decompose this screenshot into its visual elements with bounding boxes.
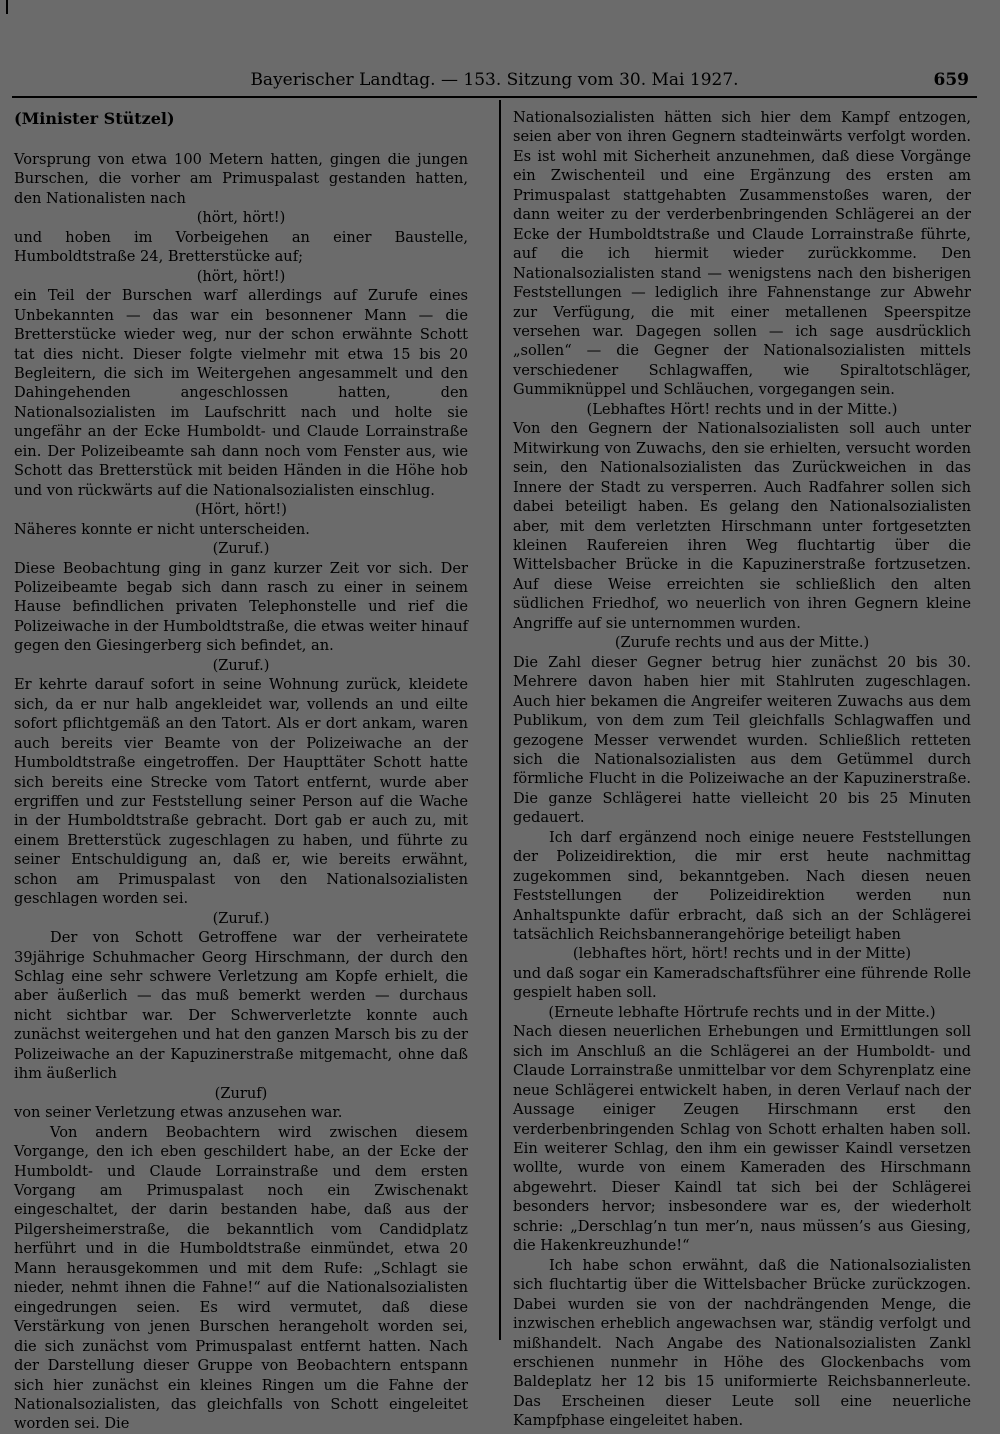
interjection: (Hört, hört!) [195,501,287,519]
paragraph: Näheres konnte er nicht unterscheiden. [14,520,310,538]
interjection: (Lebhaftes Hört! rechts und in der Mitte.) [586,400,898,418]
paragraph: Die Zahl dieser Gegner betrug hier zunächst 20 bis 30. Mehrere davon haben hier mit Stahlruten zugeschlagen. Auch hier bekamen die Angreifer weiteren Zuwachs aus dem Publikum, von dem zum Teil gleichfalls Schlagwaffen und gezogene Messer verwendet wurden. Schließlich retteten sich die Nationalsozialisten aus dem Getümmel durch förmliche Flucht in die Polizeiwache an der Kapuzinerstraße. Die ganze Schlägerei hatte vielleicht 20 bis 25 Minuten gedauert. [513,653,971,827]
interjection: (lebhaftes hört, hört! rechts und in der Mitte) [572,945,912,963]
interjection: (Zurufe rechts und aus der Mitte.) [614,634,870,652]
running-title: Bayerischer Landtag. — 153. Sitzung vom 30. Mai 1927. [250,70,739,90]
paragraph: und daß sogar ein Kameradschaftsführer eine führende Rolle gespielt haben soll. [513,964,971,1002]
paragraph: Von andern Beobachtern wird zwischen diesem Vorgange, den ich eben geschildert habe, an der Ecke der Humboldt- und Claude Lorrainstraße und dem ersten Vorgang am Primuspalast noch ein Zwischenakt eingeschaltet, der darin bestanden habe, daß aus der Pilgersheimerstraße, die bekanntlich vom Candidplatz herführt und in die Humboldtstraße einmündet, etwa 20 Mann herausgekommen und mit dem Rufe: „Schlagt sie nieder, nehmt ihnen die Fahne!“ auf die Nationalsozialisten eingedrungen seien. Es wird vermutet, daß diese Verstärkung von jenen Burschen herangeholt worden sei, die sich zunächst vom Primuspalast entfernt hatten. Nach der Darstellung dieser Gruppe von Beobachtern entspann sich hier zunächst ein kleines Ringen um die Fahne der Nationalsozialisten, das gleichfalls von Schott eingeleitet worden sei. Die [14,1123,468,1433]
right-column [513,108,971,1431]
interjection: (Erneute lebhafte Hörtrufe rechts und in der Mitte.) [548,1003,936,1021]
interjection: (Zuruf) [214,1084,268,1102]
paragraph: und hoben im Vorbeigehen an einer Baustelle, Humboldtstraße 24, Bretterstücke auf; [14,228,468,266]
section-heading: (Minister Stützel) [14,109,175,128]
paragraph: Er kehrte darauf sofort in seine Wohnung zurück, kleidete sich, da er nur halb angekleidet war, vollends an und eilte sofort pflichtgemäß an den Tatort. Als er dort ankam, waren auch bereits vier Beamte von der Polizeiwache an der Humboldtstraße eingetroffen. Der Haupttäter Schott hatte sich bereits eine Strecke vom Tatort entfernt, wurde aber ergriffen und zur Feststellung seiner Person auf die Wache in der Humboldtstraße gebracht. Dort gab er auch zu, mit einem Bretterstück zugeschlagen zu haben, und führte zu seiner Entschuldigung an, daß er, wie bereits erwähnt, schon am Primuspalast von den Nationalsozialisten geschlagen worden sei. [14,676,468,908]
interjection: (hört, hört!) [196,209,286,227]
page-number: 659 [933,70,969,90]
interjection: (Zuruf.) [212,656,270,674]
interjection: (Zuruf.) [212,540,270,558]
paragraph: Nationalsozialisten hätten sich hier dem Kampf entzogen, seien aber von ihren Gegnern stadteinwärts verfolgt worden. Es ist wohl mit Sicherheit anzunehmen, daß diese Vorgänge ein Zwischenteil und eine Ergänzung des ersten am Primuspalast stattgehabten Zusammenstoßes waren, der dann weiter zu der verderbenbringenden Schlägerei an der Ecke der Humboldtstraße und Claude Lorrainstraße führte, auf die ich hiermit wieder zurückkomme. Den Nationalsozialisten stand — wenigstens nach den bisherigen Feststellungen — lediglich ihre Fahnenstange zur Abwehr zur Verfügung, die mit einer metallenen Speerspitze versehen war. Dagegen sollen — ich sage ausdrücklich „sollen“ — die Gegner der Nationalsozialisten mittels verschiedener Schlagwaffen, wie Spiraltotschläger, Gummiknüppel und Schläuchen, vorgegangen sein. [513,109,971,399]
interjection: (hört, hört!) [196,267,286,285]
paragraph: Der von Schott Getroffene war der verheiratete 39jährige Schuhmacher Georg Hirschmann, der durch den Schlag eine sehr schwere Verletzung am Kopfe erhielt, die aber äußerlich — das muß bemerkt werden — durchaus nicht sichtbar war. Der Schwerverletzte konnte auch zunächst weitergehen und hat den ganzen Marsch bis zu der Polizeiwache an der Kapuzinerstraße mitgemacht, ohne daß ihm äußerlich [14,929,468,1083]
paragraph: Vorsprung von etwa 100 Metern hatten, gingen die jungen Burschen, die vorher am Primuspalast gestanden hatten, den Nationalisten nach [14,151,468,207]
paragraph: Nach diesen neuerlichen Erhebungen und Ermittlungen soll sich im Anschluß an die Schlägerei an der Humboldt- und Claude Lorrainstraße unmittelbar vor dem Schyrenplatz eine neue Schlägerei entwickelt haben, in deren Verlauf nach der Aussage einiger Zeugen Hirschmann erst den verderbenbringenden Schlag von Schott erhalten haben soll. Ein weiterer Schlag, den ihm ein gewisser Kaindl versetzen wollte, wurde von einem Kameraden des Hirschmann abgewehrt. Dieser Kaindl tat sich bei der Schlägerei besonders hervor; insbesondere war es, der wiederholt schrie: „Derschlag’n tun mer’n, naus müssen’s aus Giesing, die Hakenkreuzhunde!“ [513,1023,971,1255]
paragraph: Ich darf ergänzend noch einige neuere Feststellungen der Polizeidirektion, die mir erst heute nachmittag zugekommen sind, bekanntgeben. Nach diesen neuen Feststellungen der Polizeidirektion werden nun Anhaltspunkte dafür erbracht, daß sich an der Schlägerei tatsächlich Reichsbannerangehörige beteiligt haben [513,828,971,944]
left-column [14,108,468,1434]
column-divider [499,100,501,1340]
paragraph: Diese Beobachtung ging in ganz kurzer Zeit vor sich. Der Polizeibeamte begab sich dann rasch zu einer in seinem Hause befindlichen privaten Telephonstelle und rief die Polizeiwache in der Humboldtstraße, die etwas weiter hinauf gegen den Giesingerberg sich befindet, an. [14,559,468,655]
running-header [12,64,977,98]
paragraph: Ich habe schon erwähnt, daß die Nationalsozialisten sich fluchtartig über die Wittelsbacher Brücke zurückzogen. Dabei wurden sie von der nachdrängenden Menge, die inzwischen erheblich angewachsen war, ständig verfolgt und mißhandelt. Nach Angabe des Nationalsozialisten Zankl erschienen nunmehr in Höhe des Glockenbachs vom Baldeplatz her 12 bis 15 uniformierte Reichsbannerleute. Das Erscheinen dieser Leute soll eine neuerliche Kampfphase eingeleitet haben. [513,1256,971,1430]
paragraph: ein Teil der Burschen warf allerdings auf Zurufe eines Unbekannten — das war ein besonnener Mann — die Bretterstücke wieder weg, nur der schon erwähnte Schott tat dies nicht. Dieser folgte vielmehr mit etwa 15 bis 20 Begleitern, die sich im Weitergehen angesammelt und den Dahingehenden angeschlossen hatten, den Nationalsozialisten im Laufschritt nach und holte sie ungefähr an der Ecke Humboldt- und Claude Lorrainstraße ein. Der Polizeibeamte sah dann noch vom Fenster aus, wie Schott das Bretterstück mit beiden Händen in die Höhe hob und von rückwärts auf die Nationalsozialisten einschlug. [14,287,468,499]
paragraph: von seiner Verletzung etwas anzusehen war. [14,1104,343,1122]
interjection: (Zuruf.) [212,909,270,927]
paragraph: Von den Gegnern der Nationalsozialisten soll auch unter Mitwirkung von Zuwachs, den sie erhielten, versucht worden sein, den Nationalsozialisten das Zurückweichen in das Innere der Stadt zu versperren. Auch Radfahrer sollen sich dabei beteiligt haben. Es gelang den Nationalsozialisten aber, mit dem verletzten Hirschmann unter fortgesetzten kleinen Raufereien ihren Weg fluchtartig über die Wittelsbacher Brücke in die Kapuzinerstraße fortzusetzen. Auf diese Weise erreichten sie schließlich den alten südlichen Friedhof, wo neuerlich von ihren Gegnern kleine Angriffe auf sie unternommen wurden. [513,420,971,632]
binding-mark [6,0,8,14]
